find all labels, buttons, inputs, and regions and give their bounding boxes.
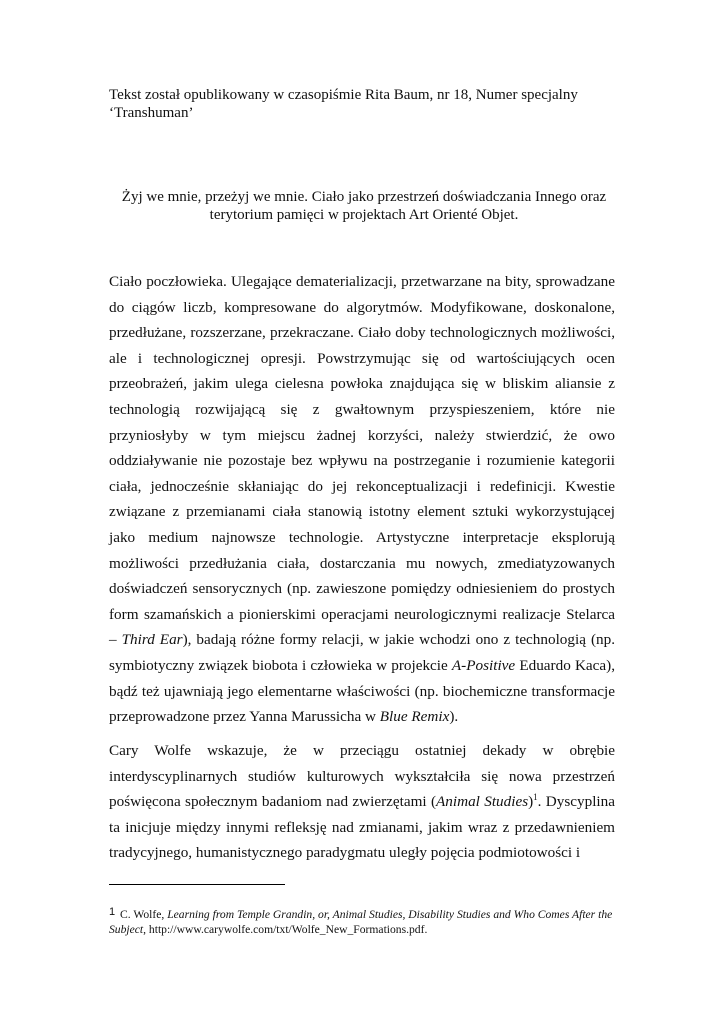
- paragraph-2-text-1: Cary Wolfe wskazuje, że w przeciągu ostatniej dekady w obrębie interdyscyplinarnych studiów kulturowych wykształciła się nowa przestrzeń poświęcona społecznym badaniom nad zwierzętami (: [109, 742, 615, 811]
- term-animal-studies: Animal Studies: [436, 793, 529, 811]
- publication-note: Tekst został opublikowany w czasopiśmie Rita Baum, nr 18, Numer specjalny ‘Transhuman’: [109, 87, 578, 121]
- paragraph-2-text-3: . Dyscyplina ta inicjuje między innymi refleksję nad zmianami, jakim wraz z przedawnieniem tradycyjnego, humanistycznego paradygmatu uległy pojęcia podmiotowości i: [109, 793, 615, 862]
- article-title: Żyj we mnie, przeżyj we mnie. Ciało jako przestrzeń doświadczania Innego oraz terytorium pamięci w projektach Art Orienté Objet.: [121, 189, 607, 223]
- footnote-reference[interactable]: 1: [533, 792, 538, 803]
- footnote-url[interactable]: , http://www.carywolfe.com/txt/Wolfe_New_Formations.pdf.: [143, 923, 428, 936]
- work-title-a-positive: A-Positive: [451, 656, 516, 674]
- footnote-text-1: C. Wolfe,: [117, 908, 168, 921]
- paragraph-1-text-3: Eduardo Kaca), bądź też ujawniają jego elementarne właściwości (np. biochemiczne transformacje przeprowadzone przez Yanna Marussicha w: [109, 656, 615, 726]
- paragraph-1: [109, 269, 615, 730]
- paragraph-2-text-2: ): [528, 793, 534, 811]
- paragraph-1-text-2: ), badają różne formy relacji, w jakie wchodzi ono z technologią (np. symbiotyczny związek biobota i człowieka w projekcie: [109, 631, 615, 674]
- paragraph-1-text-4: ).: [449, 708, 459, 726]
- work-title-blue-remix: Blue Remix: [379, 708, 450, 726]
- paragraph-1-text-1: Ciało poczłowieka. Ulegające dematerializacji, przetwarzane na bity, sprowadzane do ciągów liczb, kompresowane do algorytmów. Modyfikowane, doskonalone, przedłużane, rozszerzane, przekraczane. Ciało doby technologicznych możliwości, ale i technologicznej opresji. Powstrzymując się od wartościujących ocen przeobrażeń, jakim ulega cielesna powłoka znajdująca się w bliskim aliansie z technologią rozwijającą się z gwałtownym przyspieszeniem, które nie przyniosłyby w tym miejscu żadnej korzyści, należy stwierdzić, że owo oddziaływanie nie pozostaje bez wpływu na postrzeganie i rozumienie kategorii ciała, jednocześnie skłaniając do jej rekonceptualizacji i redefinicji. Kwestie związane z przemianami ciała stanowią istotny element sztuki wykorzystującej jako medium najnowsze technologie. Artystyczne interpretacje eksplorują możliwości przedłużania ciała, dostarczania mu nowych, zmediatyzowanych doświadczeń sensorycznych (np. zawieszone pomiędzy odniesieniem do prostych form szamańskich a pionierskimi operacjami neurologicznymi realizacje Stelarca –: [109, 273, 615, 649]
- footnote-cited-title: Learning from Temple Grandin, or, Animal Studies, Disability Studies and Who Comes After the Subject: [109, 908, 613, 936]
- footnote-number: 1: [109, 906, 116, 918]
- paragraph-2: [109, 738, 615, 866]
- footnote: [109, 905, 621, 937]
- work-title-third-ear: Third Ear: [121, 631, 183, 649]
- footnote-divider: [109, 884, 285, 885]
